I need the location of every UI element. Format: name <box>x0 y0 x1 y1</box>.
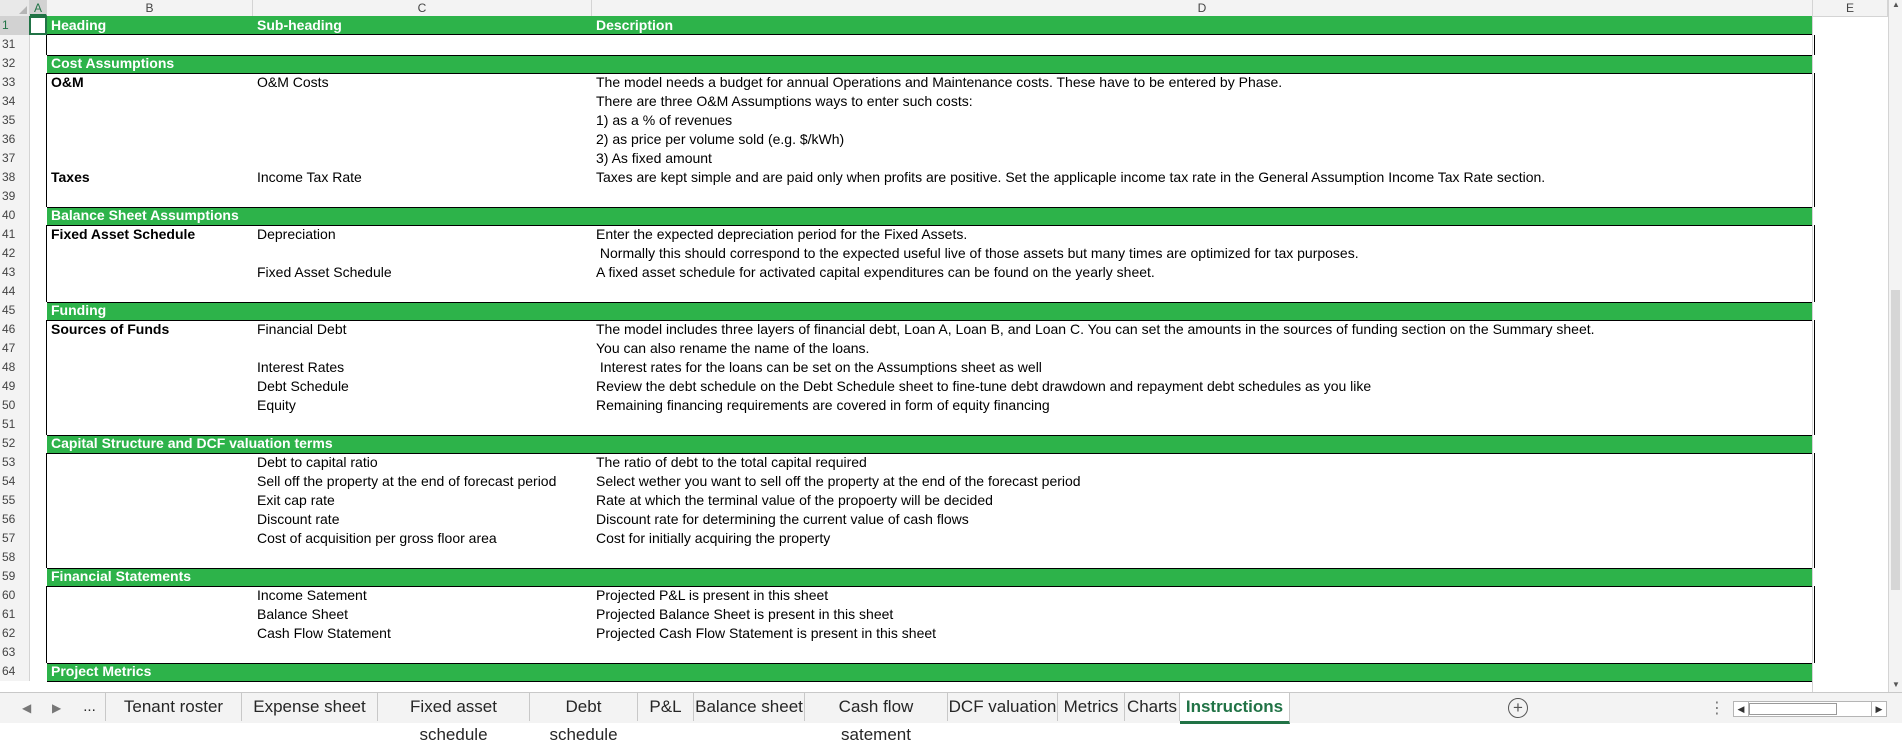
active-cell-indicator <box>29 16 47 35</box>
cell-c[interactable]: Financial Debt <box>257 321 347 337</box>
column-title-row <box>0 16 1888 35</box>
cell-d[interactable]: The ratio of debt to the total capital required <box>596 454 867 470</box>
cell-b[interactable] <box>47 35 51 54</box>
column-divider <box>1812 16 1813 692</box>
cell-b[interactable] <box>47 282 51 301</box>
cell-d[interactable]: The model needs a budget for annual Operations and Maintenance costs. These have to be entered by Phase. <box>596 74 1283 90</box>
table-row <box>0 149 1888 168</box>
row-number[interactable]: 48 <box>0 358 30 377</box>
cell-c[interactable] <box>253 92 257 111</box>
cell-b[interactable] <box>47 92 51 111</box>
column-header-e[interactable]: E <box>1813 0 1888 16</box>
tab-overflow[interactable]: ... <box>74 693 106 721</box>
row-number[interactable]: 55 <box>0 491 30 510</box>
cell-c[interactable]: O&M Costs <box>257 74 329 90</box>
cell-d[interactable] <box>592 415 596 434</box>
tab-next-icon[interactable]: ▶ <box>52 701 62 715</box>
vertical-scroll-thumb[interactable] <box>1891 290 1900 590</box>
cell-c[interactable]: Depreciation <box>257 226 336 242</box>
row-number[interactable]: 54 <box>0 472 30 491</box>
section-header-row <box>0 434 1888 453</box>
cell-b[interactable] <box>47 377 51 396</box>
sheet-tab-bar <box>0 692 1902 744</box>
table-row <box>0 529 1888 548</box>
cell-c[interactable]: Fixed Asset Schedule <box>257 264 392 280</box>
table-row <box>0 339 1888 358</box>
table-row <box>0 282 1888 301</box>
row-number[interactable]: 38 <box>0 168 30 187</box>
section-header-row <box>0 567 1888 586</box>
row-number[interactable]: 50 <box>0 396 30 415</box>
cell-b[interactable]: Balance Sheet Assumptions <box>51 207 239 223</box>
row-number[interactable]: 35 <box>0 111 30 130</box>
cell-c[interactable] <box>253 54 257 73</box>
cell-d[interactable] <box>592 54 596 73</box>
cell-d[interactable] <box>592 301 596 320</box>
rows-container <box>0 16 1888 681</box>
cell-d[interactable]: There are three O&M Assumptions ways to enter such costs: <box>596 93 973 109</box>
cell-b[interactable] <box>47 415 51 434</box>
cell-c[interactable] <box>253 643 257 662</box>
select-all-corner[interactable] <box>0 0 30 16</box>
table-row <box>0 415 1888 434</box>
row-number[interactable]: 59 <box>0 567 30 586</box>
row-number[interactable]: 34 <box>0 92 30 111</box>
cell-c[interactable]: Balance Sheet <box>257 606 349 622</box>
table-row <box>0 510 1888 529</box>
table-row <box>0 92 1888 111</box>
row-number[interactable]: 53 <box>0 453 30 472</box>
cell-c[interactable] <box>253 35 257 54</box>
table-row <box>0 548 1888 567</box>
row-number[interactable]: 46 <box>0 320 30 339</box>
cell-c[interactable] <box>253 206 257 225</box>
cell-c[interactable]: Discount rate <box>257 511 340 527</box>
cell-c[interactable]: Exit cap rate <box>257 492 335 508</box>
cell-b[interactable] <box>47 548 51 567</box>
cell-d[interactable]: Projected Balance Sheet is present in this sheet <box>596 606 894 622</box>
cell-b[interactable] <box>47 605 51 624</box>
cell-d[interactable]: 3) As fixed amount <box>596 150 712 166</box>
table-row <box>0 168 1888 187</box>
vertical-ellipsis-icon[interactable]: ⋮ <box>1709 700 1725 717</box>
cell-c[interactable]: Equity <box>257 397 296 413</box>
row-number[interactable]: 47 <box>0 339 30 358</box>
sheet-tab[interactable]: Fixed asset schedule <box>378 693 530 721</box>
cell-b[interactable] <box>47 643 51 662</box>
row-number[interactable]: 44 <box>0 282 30 301</box>
cell-d[interactable]: 1) as a % of revenues <box>596 112 733 128</box>
cell-d[interactable]: Projected Cash Flow Statement is present in this sheet <box>596 625 937 641</box>
scroll-down-icon[interactable]: ▼ <box>1892 680 1900 689</box>
cell-c[interactable]: Income Satement <box>257 587 367 603</box>
cell-d[interactable] <box>592 662 596 681</box>
cell-b[interactable] <box>47 187 51 206</box>
cell-d[interactable]: Review the debt schedule on the Debt Schedule sheet to fine-tune debt drawdown and repayment debt schedules as you like <box>596 378 1372 394</box>
cell-b[interactable] <box>47 111 51 130</box>
column-header-bar <box>0 0 1888 17</box>
row-number[interactable]: 63 <box>0 643 30 662</box>
row-number[interactable]: 43 <box>0 263 30 282</box>
cell-b[interactable]: Project Metrics <box>51 663 152 679</box>
cell-b[interactable]: Heading <box>51 17 107 33</box>
table-row <box>0 586 1888 605</box>
cell-c[interactable] <box>253 415 257 434</box>
table-row <box>0 491 1888 510</box>
sheet-tab[interactable]: P&L <box>638 693 694 721</box>
cell-b[interactable] <box>47 130 51 149</box>
cell-b[interactable]: Fixed Asset Schedule <box>51 226 196 242</box>
cell-d[interactable] <box>592 187 596 206</box>
cell-d[interactable]: Cost for initially acquiring the property <box>596 530 831 546</box>
cell-d[interactable] <box>592 434 596 453</box>
cell-d[interactable]: Select wether you want to sell off the property at the end of the forecast period <box>596 473 1081 489</box>
cell-b[interactable] <box>47 529 51 548</box>
cell-c[interactable] <box>253 662 257 681</box>
sheet-tab[interactable]: DCF valuation <box>948 693 1058 721</box>
cell-d[interactable] <box>592 282 596 301</box>
row-number[interactable]: 41 <box>0 225 30 244</box>
row-number[interactable]: 45 <box>0 301 30 320</box>
row-number[interactable]: 58 <box>0 548 30 567</box>
cell-d[interactable]: A fixed asset schedule for activated capital expenditures can be found on the yearly sheet. <box>596 264 1155 280</box>
cell-b[interactable] <box>47 396 51 415</box>
cell-c[interactable]: Sell off the property at the end of forecast period <box>257 473 557 489</box>
row-number[interactable]: 40 <box>0 206 30 225</box>
cell-d[interactable]: Description <box>596 17 674 33</box>
row-number[interactable]: 49 <box>0 377 30 396</box>
horizontal-scroll-thumb[interactable] <box>1749 703 1837 715</box>
row-number[interactable]: 42 <box>0 244 30 263</box>
cell-d[interactable] <box>592 206 596 225</box>
cell-d[interactable]: The model includes three layers of financial debt, Loan A, Loan B, and Loan C. You can set the amounts in the sources of funding section on the Summary sheet. <box>596 321 1595 337</box>
cell-d[interactable]: Normally this should correspond to the expected useful live of those assets but many times are optimized for tax purposes. <box>596 245 1359 261</box>
column-header-a[interactable]: A <box>30 0 47 16</box>
column-header-c[interactable]: C <box>253 0 592 16</box>
section-band <box>47 663 1812 682</box>
table-row <box>0 605 1888 624</box>
cell-d[interactable] <box>592 643 596 662</box>
table-row <box>0 73 1888 92</box>
table-row <box>0 320 1888 339</box>
cell-c[interactable] <box>253 339 257 358</box>
cell-d[interactable] <box>592 567 596 586</box>
row-number[interactable]: 52 <box>0 434 30 453</box>
sheet-tab[interactable]: Instructions <box>1180 693 1290 724</box>
row-number[interactable]: 64 <box>0 662 30 681</box>
sheet-tab[interactable]: Charts <box>1125 693 1180 721</box>
row-number[interactable]: 37 <box>0 149 30 168</box>
table-row <box>0 624 1888 643</box>
cell-d[interactable]: Remaining financing requirements are covered in form of equity financing <box>596 397 1050 413</box>
cell-c[interactable]: Cost of acquisition per gross floor area <box>257 530 497 546</box>
row-number[interactable]: 36 <box>0 130 30 149</box>
cell-b[interactable]: Sources of Funds <box>51 321 170 337</box>
sheet-tab[interactable]: Cash flow satement <box>805 693 948 721</box>
cell-c[interactable] <box>253 548 257 567</box>
row-number[interactable]: 51 <box>0 415 30 434</box>
section-header-row <box>0 301 1888 320</box>
cell-d[interactable] <box>592 35 596 54</box>
cell-b[interactable]: Taxes <box>51 169 90 185</box>
table-row <box>0 244 1888 263</box>
cell-c[interactable] <box>253 149 257 168</box>
cell-c[interactable]: Debt to capital ratio <box>257 454 378 470</box>
table-row <box>0 263 1888 282</box>
scroll-left-icon[interactable]: ◀ <box>1734 702 1749 716</box>
cell-d[interactable]: Enter the expected depreciation period for the Fixed Assets. <box>596 226 968 242</box>
cell-b[interactable] <box>47 244 51 263</box>
table-row <box>0 35 1888 54</box>
section-band <box>47 55 1812 74</box>
cell-c[interactable] <box>253 130 257 149</box>
cell-d[interactable]: Rate at which the terminal value of the propoerty will be decided <box>596 492 993 508</box>
sheet-tab[interactable]: Metrics <box>1058 693 1125 721</box>
table-row <box>0 396 1888 415</box>
cell-c[interactable] <box>253 111 257 130</box>
section-header-row <box>0 54 1888 73</box>
row-number[interactable]: 39 <box>0 187 30 206</box>
cell-c[interactable]: Sub-heading <box>257 17 342 33</box>
tab-prev-icon[interactable]: ◀ <box>22 701 32 715</box>
cell-c[interactable]: Cash Flow Statement <box>257 625 391 641</box>
cell-b[interactable] <box>47 491 51 510</box>
cell-b[interactable] <box>47 358 51 377</box>
cell-d[interactable]: Projected P&L is present in this sheet <box>596 587 829 603</box>
cell-c[interactable] <box>253 187 257 206</box>
cell-c[interactable]: Interest Rates <box>257 359 345 375</box>
table-row <box>0 225 1888 244</box>
row-number[interactable]: 61 <box>0 605 30 624</box>
cell-d[interactable] <box>592 548 596 567</box>
cell-c[interactable]: Income Tax Rate <box>257 169 362 185</box>
table-row <box>0 377 1888 396</box>
cell-c[interactable]: Debt Schedule <box>257 378 349 394</box>
horizontal-scrollbar[interactable] <box>1733 701 1887 717</box>
cell-d[interactable]: 2) as price per volume sold (e.g. $/kWh) <box>596 131 845 147</box>
cell-b[interactable] <box>47 624 51 643</box>
column-header-d[interactable]: D <box>592 0 1813 16</box>
section-band <box>47 302 1812 321</box>
cell-b[interactable]: O&M <box>51 74 84 90</box>
row-number[interactable]: 62 <box>0 624 30 643</box>
table-row <box>0 643 1888 662</box>
sheet-tab[interactable]: Expense sheet <box>242 693 378 721</box>
cell-c[interactable] <box>253 301 257 320</box>
section-header-row <box>0 662 1888 681</box>
cell-c[interactable] <box>253 244 257 263</box>
table-row <box>0 111 1888 130</box>
cell-b[interactable] <box>47 472 51 491</box>
cell-b[interactable] <box>47 263 51 282</box>
table-row <box>0 453 1888 472</box>
cell-b[interactable]: Financial Statements <box>51 568 192 584</box>
cell-d[interactable]: Discount rate for determining the current value of cash flows <box>596 511 969 527</box>
sheet-tab[interactable]: Debt schedule <box>530 693 638 721</box>
scroll-right-icon[interactable]: ▶ <box>1871 702 1886 716</box>
cell-b[interactable]: Capital Structure and DCF valuation terms <box>51 435 333 451</box>
scroll-up-icon[interactable]: ▲ <box>1892 0 1900 9</box>
cell-b[interactable]: Funding <box>51 302 107 318</box>
cell-b[interactable] <box>47 339 51 358</box>
row-number[interactable]: 56 <box>0 510 30 529</box>
column-header-b[interactable]: B <box>47 0 253 16</box>
table-row <box>0 130 1888 149</box>
section-header-row <box>0 206 1888 225</box>
cell-b[interactable] <box>47 510 51 529</box>
table-row <box>0 358 1888 377</box>
cell-d[interactable]: Taxes are kept simple and are paid only when profits are positive. Set the applicaple income tax rate in the General Assumption Income Tax Rate section. <box>596 169 1546 185</box>
cell-b[interactable] <box>47 586 51 605</box>
cell-b[interactable] <box>47 149 51 168</box>
sheet-tab[interactable]: Tenant roster <box>106 693 242 721</box>
cell-b[interactable] <box>47 453 51 472</box>
sheet-tab[interactable]: Balance sheet <box>694 693 805 721</box>
row-number[interactable]: 60 <box>0 586 30 605</box>
table-row <box>0 187 1888 206</box>
table-row <box>0 472 1888 491</box>
cell-d[interactable]: Interest rates for the loans can be set on the Assumptions sheet as well <box>596 359 1042 375</box>
section-band <box>47 207 1812 226</box>
cell-c[interactable] <box>253 282 257 301</box>
add-sheet-icon[interactable]: + <box>1508 698 1528 718</box>
section-band <box>47 568 1812 587</box>
row-number[interactable]: 32 <box>0 54 30 73</box>
row-number[interactable]: 1 <box>0 16 30 35</box>
row-number[interactable]: 57 <box>0 529 30 548</box>
row-number[interactable]: 31 <box>0 35 30 54</box>
row-number[interactable]: 33 <box>0 73 30 92</box>
cell-d[interactable]: You can also rename the name of the loans. <box>596 340 870 356</box>
cell-b[interactable]: Cost Assumptions <box>51 55 175 71</box>
cell-c[interactable] <box>253 567 257 586</box>
